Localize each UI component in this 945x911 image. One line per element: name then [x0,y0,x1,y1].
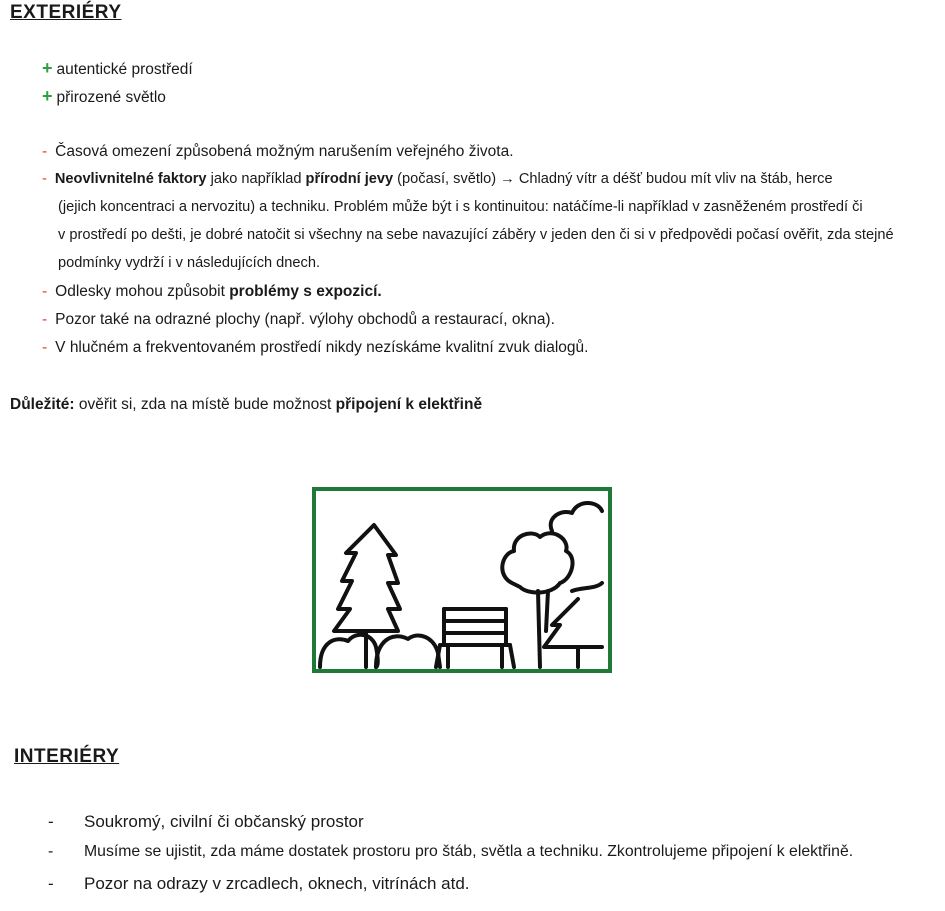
con-item [42,339,588,357]
con-bold: problémy s expozicí. [229,283,382,300]
pro-text: přirozené světlo [56,89,166,106]
important-label: Důležité: [10,396,75,413]
deciduous-tree-icon [502,503,602,667]
important-note [10,396,482,414]
bench-icon [436,609,514,667]
important-text: ověřit si, zda na místě bude možnost [74,396,336,413]
con-text: V hlučném a frekventovaném prostředí nikdy nezískáme kvalitní zvuk dialogů. [55,339,589,356]
section-heading-interiery: INTERIÉRY [14,746,120,767]
list-item [48,812,364,832]
con-text: (počasí, světlo) → Chladný vítr a déšť budou mít vliv na štáb, herce [393,171,833,187]
plus-icon: + [42,58,53,78]
list-item-text: Musíme se ujistit, zda máme dostatek prostoru pro štáb, světla a techniku. Zkontrolujeme připojení k elektřině. [84,843,854,860]
con-text: Časová omezení způsobená možným narušením veřejného života. [55,143,514,160]
important-bold: připojení k elektřině [335,396,483,413]
dash-bullet: - [48,812,54,831]
minus-icon: - [42,143,48,160]
list-item [48,843,853,861]
con-text: jako například [206,171,306,187]
minus-icon: - [42,311,48,328]
list-item-text: Soukromý, civilní či občanský prostor [84,812,364,831]
con-continuation: podmínky vydrží i v následujících dnech. [58,255,321,271]
con-bold: Neovlivnitelné faktory [54,171,207,187]
small-pine-icon [544,599,602,667]
dash-bullet: - [48,874,54,893]
con-text: Odlesky mohou způsobit [55,283,230,300]
section-heading-exteriery: EXTERIÉRY [10,2,122,23]
con-text: Pozor také na odrazné plochy (např. výlohy obchodů a restaurací, okna). [55,311,555,328]
con-continuation: v prostředí po dešti, je dobré natočit si všechny na sebe navazující záběry v jeden den či si v předpovědi počasí ověřit, zda stejné [58,227,894,243]
minus-icon: - [42,283,48,300]
list-item-text: Pozor na odrazy v zrcadlech, oknech, vitrínách atd. [84,874,470,893]
list-item [48,874,470,894]
pine-tree-icon [334,525,400,667]
minus-icon: - [42,339,48,356]
park-drawing [316,491,608,669]
pro-item [42,58,193,79]
con-item [42,143,514,161]
bush-icon [320,635,440,667]
plus-icon: + [42,86,53,106]
pro-item [42,86,166,107]
dash-bullet: - [48,843,54,860]
con-item [42,171,833,187]
con-bold: přírodní jevy [305,171,394,187]
minus-icon: - [42,171,47,187]
pro-text: autentické prostředí [56,61,193,78]
con-item [42,311,555,329]
con-item [42,283,382,301]
con-continuation: (jejich koncentraci a nervozitu) a techniku. Problém může být i s kontinuitou: natáčíme-li například v zasněženém prostředí či [58,199,863,215]
park-illustration [312,487,612,673]
